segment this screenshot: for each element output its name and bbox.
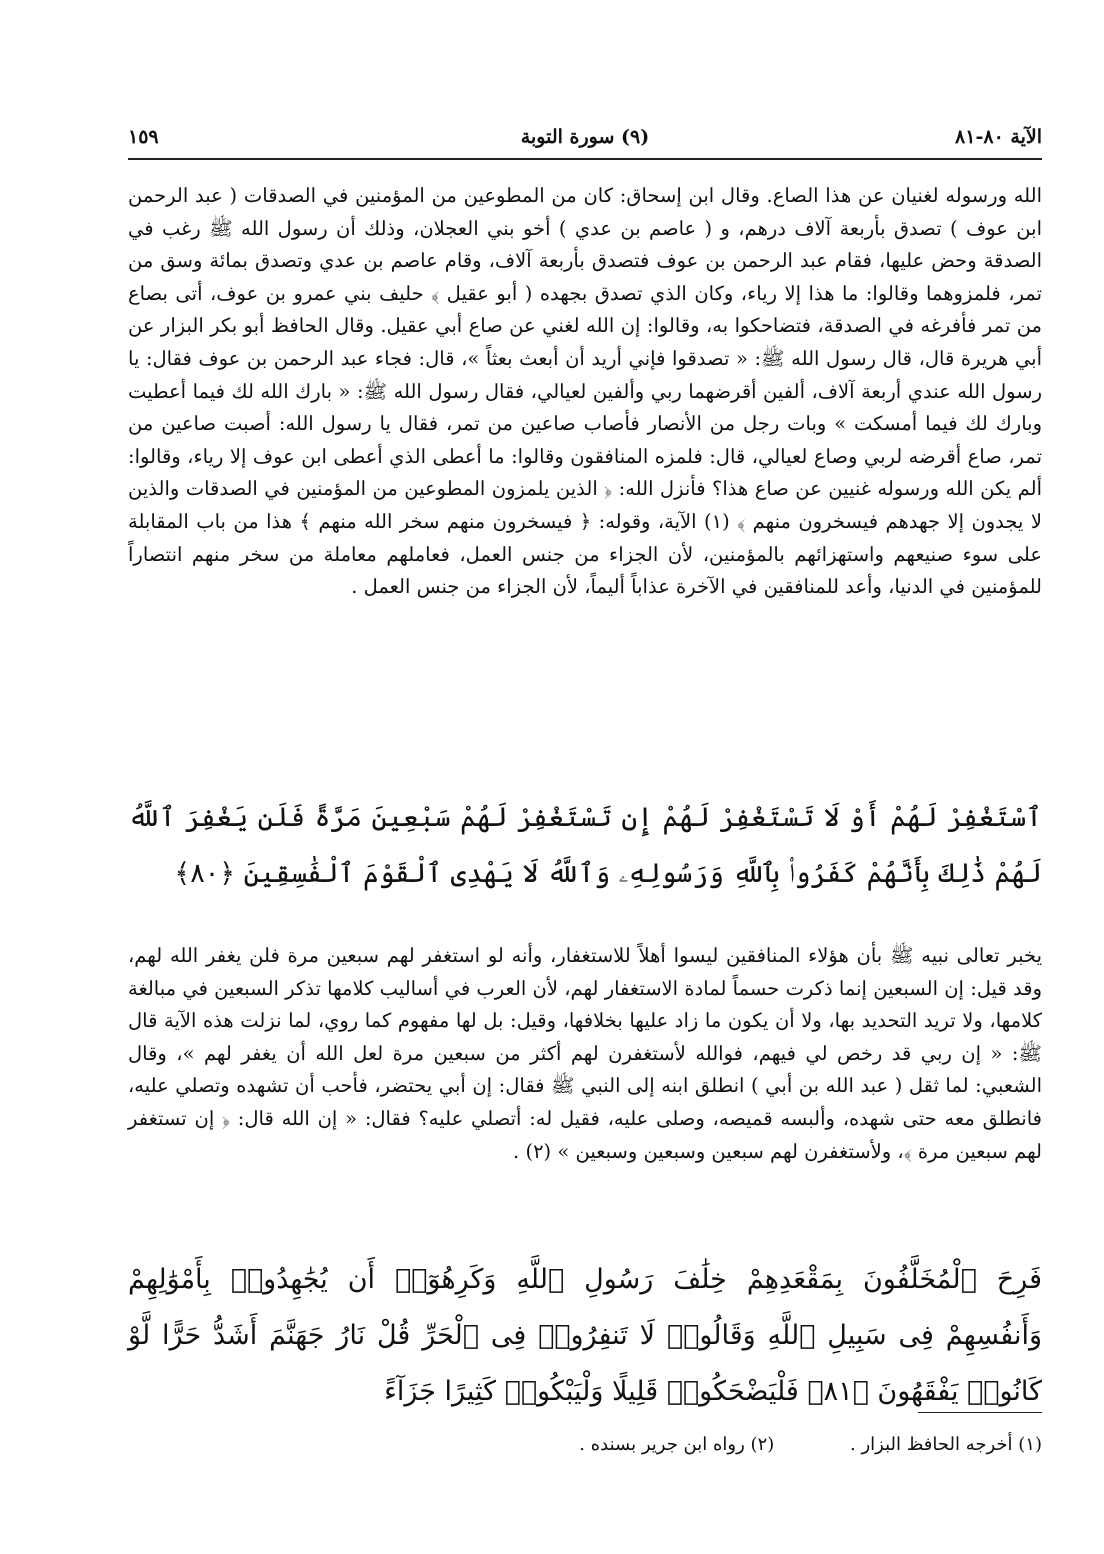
footnote-1: (١) أخرجه الحافظ البزار . — [850, 1434, 1042, 1455]
page-number: ١٥٩ — [128, 126, 159, 148]
verse-range-label: الآية ٨٠-٨١ — [955, 126, 1042, 148]
commentary-paragraph-2: يخبر تعالى نبيه ﷺ بأن هؤلاء المنافقين ليسوا أهلاً للاستغفار، وأنه لو استغفر لهم سبعين مرة فلن يغفر الله لهم، وقد قيل: إن السبعين إنما ذكرت حسماً لمادة الاستغفار لهم، لأن العرب في أساليب كلامها تذكر السبعين في مبالغة كلامها، ولا تريد التحديد بها، ولا أن يكون ما زاد عليها بخلافها، وقيل: بل لها مفهوم كما روي، لما نزلت هذه الآية قال ﷺ: « إن ربي قد رخص لي فيهم، فوالله لأستغفرن لهم أكثر من سبعين مرة لعل الله أن يغفر لهم »، وقال الشعبي: لما ثقل ( عبد الله بن أبي ) انطلق ابنه إلى النبي ﷺ فقال: إن أبي يحتضر، فأحب أن تشهده وتصلي عليه، فانطلق معه حتى شهده، وألبسه قميصه، وصلى عليه، فقيل له: أتصلي عليه؟ فقال: « إن الله قال: ﴿ إن تستغفر لهم سبعين مرة ﴾، ولأستغفرن لهم سبعين وسبعين وسبعين » (٢) . — [128, 944, 1042, 1163]
page-header — [128, 122, 1042, 156]
quran-verse-81: فَرِحَ ٱلْمُخَلَّفُونَ بِمَقْعَدِهِمْ خِلَٰفَ رَسُولِ ٱللَّهِ وَكَرِهُوٓا۟ أَن يُجَٰهِدُوا۟ بِأَمْوَٰلِهِمْ وَأَنفُسِهِمْ فِى سَبِيلِ ٱللَّهِ وَقَالُوا۟ لَا تَنفِرُوا۟ فِى ٱلْحَرِّ قُلْ نَارُ جَهَنَّمَ أَشَدُّ حَرًّا لَّوْ كَانُوا۟ يَفْقَهُونَ ﴿٨١﴾ فَلْيَضْحَكُوا۟ قَلِيلًا وَلْيَبْكُوا۟ كَثِيرًا جَزَآءً — [128, 1264, 1042, 1407]
footnote-divider — [918, 1412, 1042, 1413]
footnote-2: (٢) رواه ابن جرير بسنده . — [579, 1434, 775, 1455]
surah-title: (٩) سورة التوبة — [520, 126, 650, 148]
quran-verse-80: ٱسْتَغْفِرْ لَهُمْ أَوْ لَا تَسْتَغْفِرْ لَهُمْ إِن تَسْتَغْفِرْ لَهُمْ سَبْعِينَ مَرَّةً فَلَن يَغْفِرَ ٱللَّهُ لَهُمْ ذَٰلِكَ بِأَنَّهُمْ كَفَرُوا۟ بِٱللَّهِ وَرَسُولِهِۦ وَٱللَّهُ لَا يَهْدِى ٱلْقَوْمَ ٱلْفَٰسِقِينَ ﴿٨٠﴾ — [128, 802, 1042, 889]
footnotes — [128, 1432, 1042, 1458]
commentary-paragraph-1: الله ورسوله لغنيان عن هذا الصاع. وقال ابن إسحاق: كان من المطوعين من المؤمنين في الصدقات ( عبد الرحمن ابن عوف ) تصدق بأربعة آلاف درهم، و ( عاصم بن عدي ) أخو بني العجلان، وذلك أن رسول الله ﷺ رغب في الصدقة وحض عليها، فقام عبد الرحمن بن عوف فتصدق بأربعة آلاف، وقام عاصم بن عدي وتصدق بمائة وسق من تمر، فلمزوهما وقالوا: ما هذا إلا رياء، وكان الذي تصدق بجهده ( أبو عقيل ﴾ حليف بني عمرو بن عوف، أتى بصاع من تمر فأفرغه في الصدقة، فتضاحكوا به، وقالوا: إن الله لغني عن صاع أبي عقيل. وقال الحافظ أبو بكر البزار عن أبي هريرة قال، قال رسول الله ﷺ: « تصدقوا فإني أريد أن أبعث بعثاً »، قال: فجاء عبد الرحمن بن عوف فقال: يا رسول الله عندي أربعة آلاف، ألفين أقرضهما ربي وألفين لعيالي، فقال رسول الله ﷺ: « بارك الله لك فيما أعطيت وبارك لك فيما أمسكت » وبات رجل من الأنصار فأصاب صاعين من تمر، فقال يا رسول الله: أصبت صاعين من تمر، صاع أقرضه لربي وصاع لعيالي، قال: فلمزه المنافقون وقالوا: ما أعطى الذي أعطى ابن عوف إلا رياء، وقالوا: ألم يكن الله ورسوله غنيين عن صاع هذا؟ فأنزل الله: ﴿ الذين يلمزون المطوعين من المؤمنين في الصدقات والذين لا يجدون إلا جهدهم فيسخرون منهم ﴾ (١) الآية، وقوله: ﴿ فيسخرون منهم سخر الله منهم ﴾ هذا من باب المقابلة على سوء صنيعهم واستهزائهم بالمؤمنين، لأن الجزاء من جنس العمل، فعاملهم معاملة من سخر منهم انتصاراً للمؤمنين في الدنيا، وأعد للمنافقين في الآخرة عذاباً أليماً، لأن الجزاء من جنس العمل . — [128, 184, 1042, 599]
header-divider — [128, 158, 1042, 160]
